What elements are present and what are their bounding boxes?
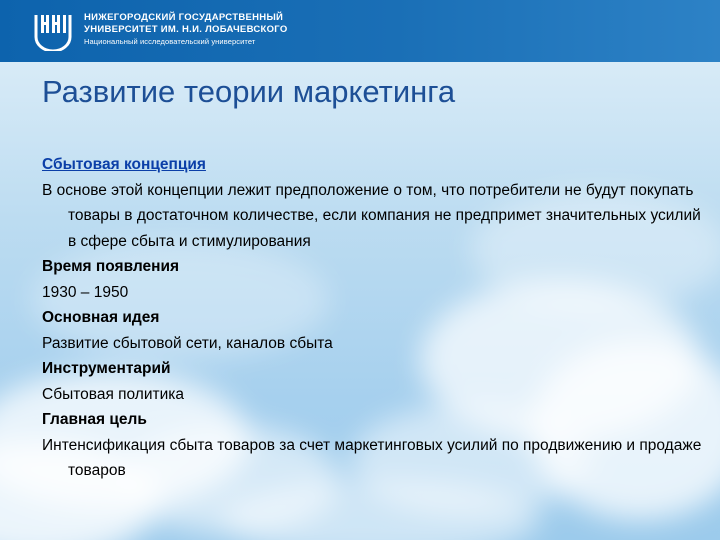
time-heading: Время появления bbox=[42, 258, 180, 275]
tools-value: Сбытовая политика bbox=[42, 385, 185, 403]
university-logo-icon bbox=[30, 11, 76, 51]
header-banner bbox=[0, 0, 720, 62]
goal-value: Интенсификация сбыта товаров за счет маркетинговых усилий по продвижению и продаже товаров bbox=[42, 436, 702, 479]
university-name bbox=[84, 12, 288, 47]
university-subtitle: Национальный исследовательский университет bbox=[84, 37, 256, 46]
university-name-line2: УНИВЕРСИТЕТ ИМ. Н.И. ЛОБАЧЕВСКОГО bbox=[84, 24, 288, 35]
concept-link[interactable]: Сбытовая концепция bbox=[42, 156, 206, 173]
tools-heading: Инструментарий bbox=[42, 360, 171, 377]
slide-content bbox=[42, 152, 702, 484]
university-name-line1: НИЖЕГОРОДСКИЙ ГОСУДАРСТВЕННЫЙ bbox=[84, 12, 284, 23]
idea-value: Развитие сбытовой сети, каналов сбыта bbox=[42, 334, 333, 352]
goal-heading: Главная цель bbox=[42, 411, 147, 428]
concept-description: В основе этой концепции лежит предположение о том, что потребители не будут покупать товары в достаточном количестве, если компания не предпримет значительных усилий в сфере сбыта и стимулирования bbox=[42, 181, 701, 250]
idea-heading: Основная идея bbox=[42, 309, 160, 326]
slide-title: Развитие теории маркетинга bbox=[42, 74, 456, 109]
time-value: 1930 – 1950 bbox=[42, 283, 129, 301]
